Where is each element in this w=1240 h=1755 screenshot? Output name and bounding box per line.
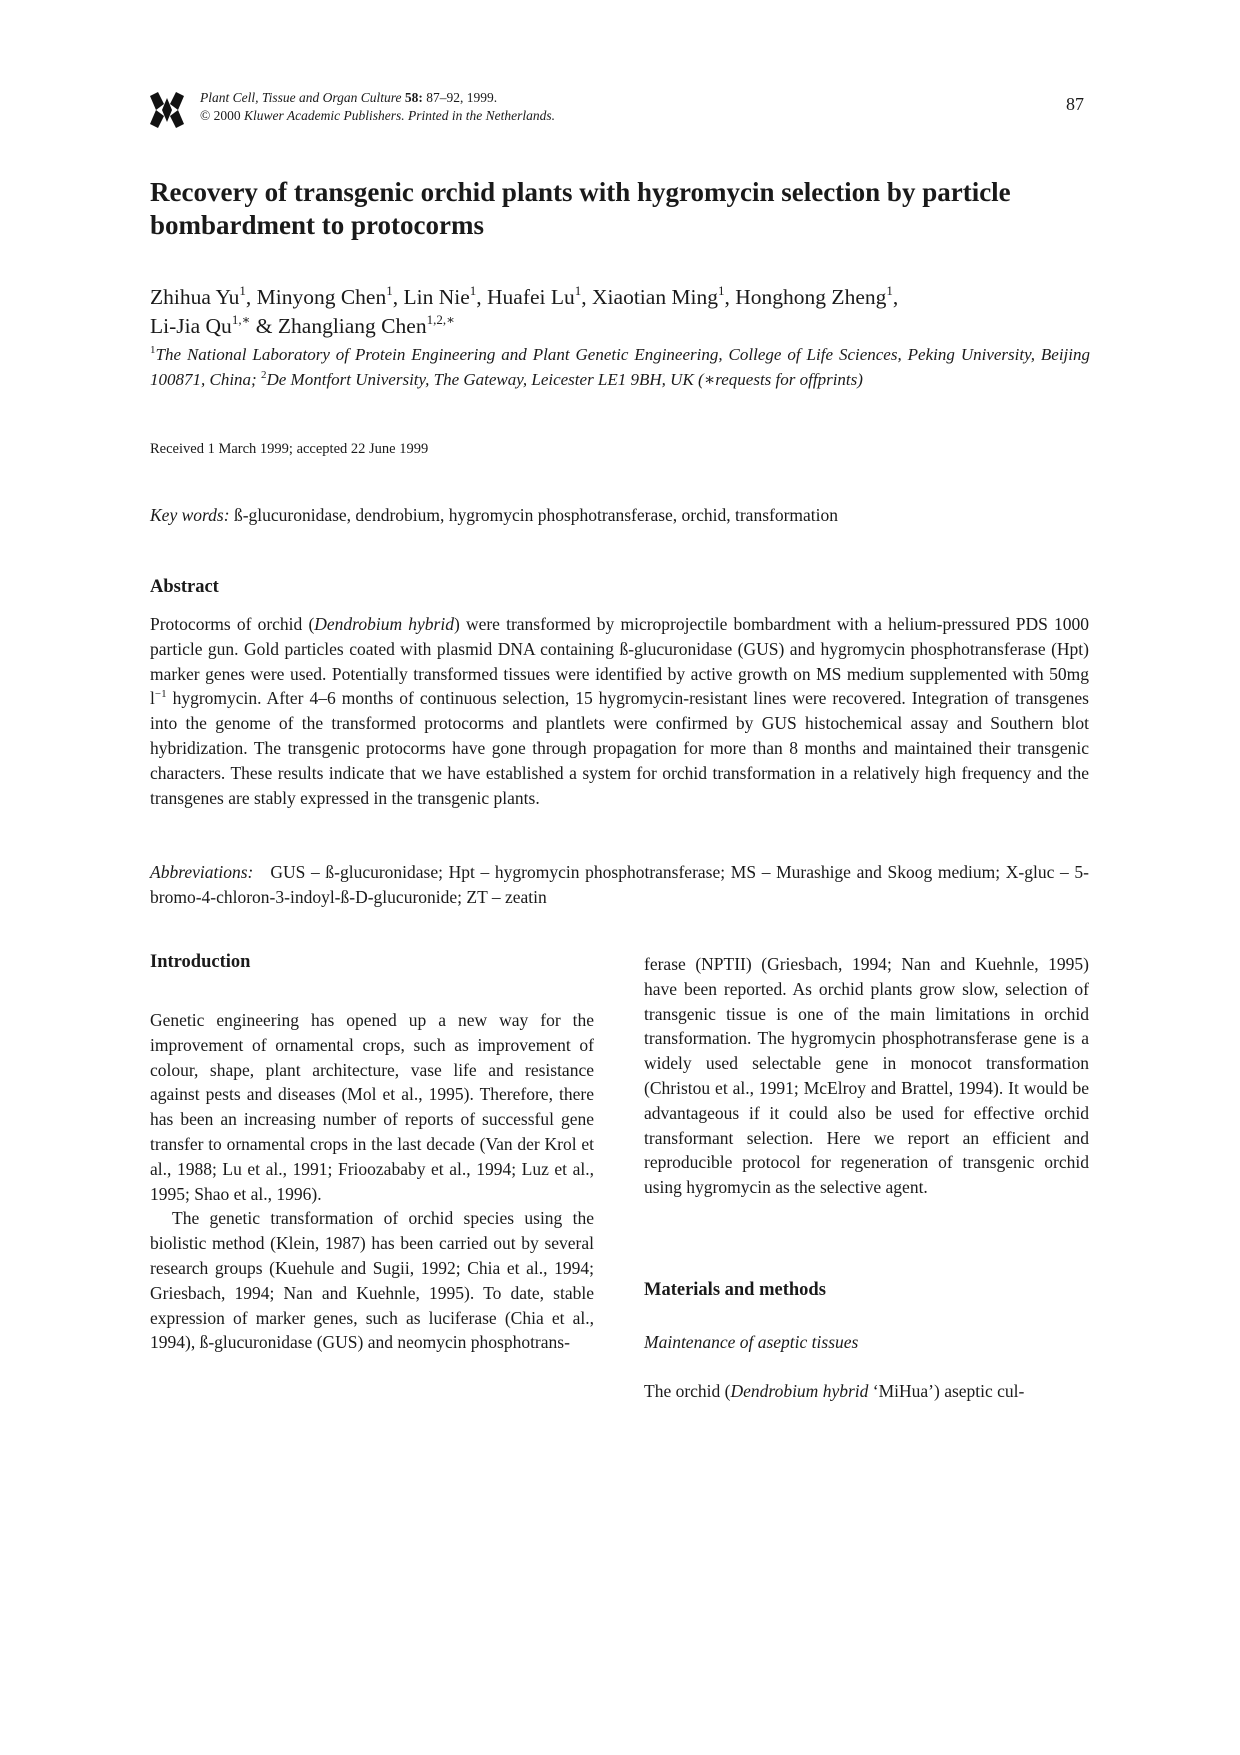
introduction-paragraph: The genetic transformation of orchid species using the biolistic method (Klein, 1987) has been carried out by several research groups (Kuehule and Sugii, 1992; Chia et al., 1994; Griesbach, 1994; Nan and Kuehnle, 1995). To date, stable expression of marker genes, such as luciferase (Chia et al., 1994), ß-glucuronidase (GUS) and neomycin phosphotrans- [150, 1208, 594, 1353]
author-sup: 1 [718, 283, 725, 298]
author-sup: 1 [386, 283, 393, 298]
author-name: Li-Jia Qu [150, 314, 232, 338]
introduction-left-column [150, 1008, 594, 1355]
abstract-text: ) were transformed by microprojectile bombardment with a helium-pressured PDS 1000 particle gun. Gold particles coated with plasmid DNA containing ß-glucuronidase (GUS) and hygromycin phosphotransferase (Hpt) marker genes were used. Potentially transformed tissues were identified by active growth on MS medium supplemented with 50mg l [150, 614, 1089, 709]
abbreviations [150, 860, 1089, 910]
journal-volume: 58: [404, 90, 423, 105]
publisher-name: Kluwer Academic Publishers. [244, 108, 405, 123]
author-sup: 1 [469, 283, 477, 298]
author-name: Honghong Zheng [735, 285, 887, 309]
keywords [150, 505, 838, 526]
author-name: Lin Nie [403, 285, 470, 309]
author-separator: , [245, 285, 257, 309]
author-list [150, 283, 1090, 341]
abstract-heading: Abstract [150, 577, 219, 597]
publisher-logo [150, 90, 184, 130]
abstract-text: hygromycin. After 4–6 months of continuous selection, 15 hygromycin-resistant lines were recovered. Integration of transgenes into the genome of the transformed protocorms and plantlets were confirmed by GUS histochemical assay and Southern blot hybridization. The transgenic protocorms have gone through propagation for more than 8 months and maintained their transgenic characters. These results indicate that we have established a system for orchid transformation in a relatively high frequency and the transgenes are stably expressed in the transgenic plants. [150, 688, 1089, 808]
affiliations [150, 343, 1090, 392]
page-number: 87 [1066, 94, 1084, 114]
author-sup: 1,∗ [231, 312, 251, 327]
abbreviations-text: GUS – ß-glucuronidase; Hpt – hygromycin phosphotransferase; MS – Murashige and Skoog medium; X-gluc – 5-bromo-4-chloron-3-indoyl-ß- [150, 862, 1089, 907]
abstract-text: Protocorms of orchid ( [150, 614, 315, 634]
author-name: Huafei Lu [487, 285, 575, 309]
abbreviations-label: Abbreviations: [150, 862, 254, 882]
abstract-body [150, 612, 1089, 810]
affiliation-2: De Montfort University, The Gateway, Leicester LE1 9BH, UK (∗requests for offprints) [266, 369, 863, 389]
keywords-text: ß-glucuronidase, dendrobium, hygromycin phosphotransferase, orchid, transformation [233, 505, 839, 525]
introduction-right-column: ferase (NPTII) (Griesbach, 1994; Nan and Kuehnle, 1995) have been reported. As orchid plants grow slow, selection of transgenic tissue is one of the main limitations in orchid transformation. The hygromycin phosphotransferase gene is a widely used selectable gene in monocot transformation (Christou et al., 1991; McElroy and Brattel, 1994). It would be advantageous if it could also be used for effective orchid transformant selection. Here we report an efficient and reproducible protocol for regeneration of transgenic orchid using hygromycin as the selective agent. [644, 954, 1089, 1198]
abbreviations-text: -glucuronide; ZT – zeatin [367, 886, 547, 907]
keywords-label: Key words: [150, 505, 230, 525]
author-name: Zhangliang Chen [277, 314, 427, 338]
author-separator: , [476, 285, 488, 309]
author-separator: , [724, 285, 736, 309]
abstract-species: Dendrobium hybrid [314, 614, 454, 634]
printed-note: Printed in the Netherlands. [408, 108, 555, 123]
abstract-sup: −1 [154, 688, 167, 701]
affiliation-sup: 1 [150, 344, 156, 356]
author-separator: , [892, 285, 899, 309]
materials-text-part: ‘MiHua’) aseptic cul- [868, 1381, 1025, 1401]
copyright-line: © 2000 [200, 108, 241, 123]
author-sup: 1 [239, 283, 246, 298]
materials-text [644, 1379, 1089, 1404]
paper-title: Recovery of transgenic orchid plants with hygromycin selection by particle bombardment to protocorms [150, 177, 1011, 240]
author-name: Minyong Chen [256, 285, 387, 309]
abbreviations-smallcaps: D [355, 886, 368, 907]
materials-text-part: The orchid ( [644, 1381, 731, 1401]
introduction-heading: Introduction [150, 952, 251, 972]
materials-subheading: Maintenance of aseptic tissues [644, 1332, 859, 1352]
author-sup: 1 [574, 283, 582, 298]
journal-name: Plant Cell, Tissue and Organ Culture [200, 90, 402, 105]
received-dates: Received 1 March 1999; accepted 22 June 1999 [150, 441, 429, 457]
journal-pages-year: 87–92, 1999. [426, 90, 498, 105]
author-sup: 1 [886, 283, 893, 298]
affiliation-sup: 2 [260, 368, 267, 381]
materials-heading: Materials and methods [644, 1280, 826, 1300]
author-name: Zhihua Yu [150, 285, 240, 309]
author-name: Xiaotian Ming [592, 285, 719, 309]
author-separator: , [392, 285, 404, 309]
author-separator: , [581, 285, 593, 309]
author-separator: & [250, 314, 278, 338]
affiliation-1: The National Laboratory of Protein Engineering and Plant Genetic Engineering, College of Life Sciences, Peking University, Beijing 100871, China; [150, 345, 1090, 389]
introduction-paragraph: Genetic engineering has opened up a new way for the improvement of ornamental crops, such as improvement of colour, shape, plant architecture, vase life and resistance against pests and diseases (Mol et al., 1995). Therefore, there has been an increasing number of reports of successful gene transfer to ornamental crops in the last decade (Van der Krol et al., 1988; Lu et al., 1991; Frioozababy et al., 1994; Luz et al., 1995; Shao et al., 1996). [150, 1010, 594, 1204]
materials-species: Dendrobium hybrid [730, 1381, 869, 1401]
author-sup: 1,2,∗ [426, 312, 455, 327]
journal-citation [200, 89, 555, 125]
